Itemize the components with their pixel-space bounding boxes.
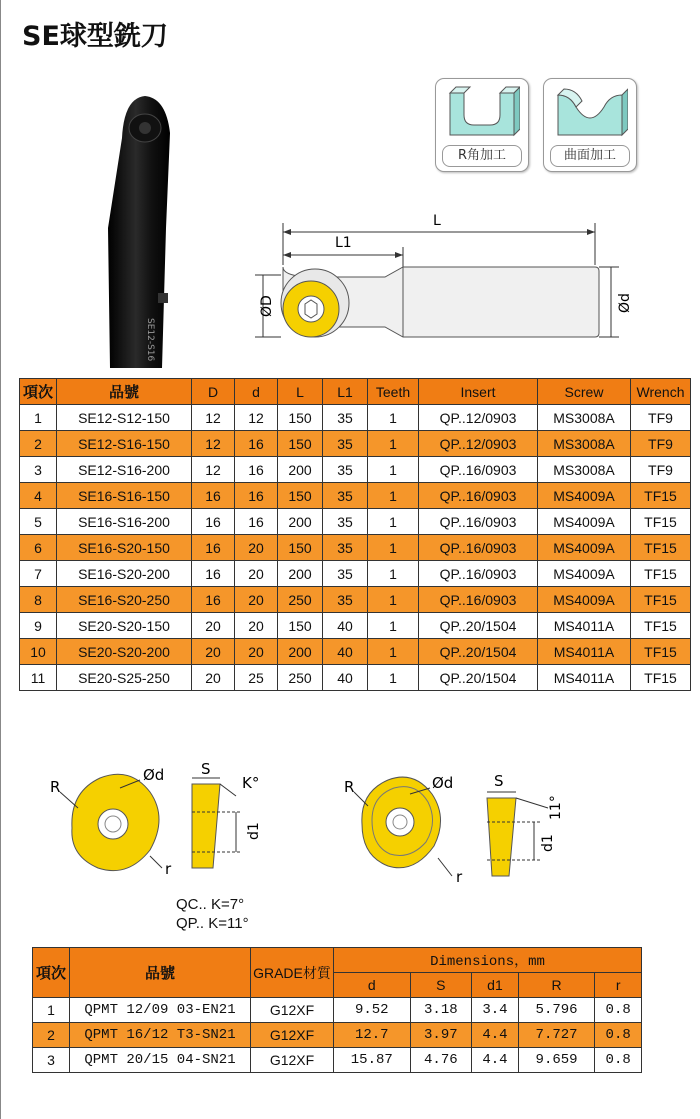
table-cell: MS3008A <box>538 405 631 431</box>
table-cell: 7.727 <box>518 1023 595 1048</box>
table-cell: 16 <box>192 561 235 587</box>
table-cell: SE16-S20-150 <box>57 535 192 561</box>
table-cell: 4.4 <box>472 1023 519 1048</box>
table-cell: 40 <box>323 613 368 639</box>
table-cell: 5 <box>20 509 57 535</box>
table-cell: 35 <box>323 405 368 431</box>
table-row <box>20 457 691 483</box>
right-d-label: Ød <box>432 774 454 792</box>
table-cell: TF15 <box>631 639 691 665</box>
table-cell: 12 <box>192 457 235 483</box>
table-cell: TF9 <box>631 405 691 431</box>
table-cell: 20 <box>235 639 278 665</box>
table-cell: 0.8 <box>595 998 642 1023</box>
table-row <box>20 665 691 691</box>
table-cell: 40 <box>323 665 368 691</box>
table-cell: TF15 <box>631 509 691 535</box>
table-cell: 0.8 <box>595 1048 642 1073</box>
table-cell: 12 <box>235 405 278 431</box>
table-cell: 1 <box>368 405 419 431</box>
table-cell: 4 <box>20 483 57 509</box>
col-header: 品號 <box>57 379 192 405</box>
table-cell: QP..12/0903 <box>419 431 538 457</box>
table-cell: 3.4 <box>472 998 519 1023</box>
table-cell: SE16-S20-250 <box>57 587 192 613</box>
table-row <box>33 1048 642 1073</box>
table-cell: 150 <box>278 613 323 639</box>
table-cell: 20 <box>235 587 278 613</box>
table-cell: QP..16/0903 <box>419 509 538 535</box>
table-cell: QPMT 20/15 04-SN21 <box>70 1048 251 1073</box>
table-cell: QP..16/0903 <box>419 483 538 509</box>
table-cell: QP..20/1504 <box>419 639 538 665</box>
table-cell: 16 <box>235 457 278 483</box>
table-row <box>20 535 691 561</box>
table-cell: QP..16/0903 <box>419 535 538 561</box>
k-angle-note: QP.. K=11° <box>176 915 249 932</box>
table-row <box>33 998 642 1023</box>
col-header: r <box>595 973 642 998</box>
table-cell: 3 <box>20 457 57 483</box>
col-header: L1 <box>323 379 368 405</box>
table-cell: 4.76 <box>410 1048 472 1073</box>
table-row <box>20 587 691 613</box>
left-S-label: S <box>201 760 211 778</box>
table-cell: 4.4 <box>472 1048 519 1073</box>
table-cell: TF15 <box>631 613 691 639</box>
col-header: Insert <box>419 379 538 405</box>
table-row <box>20 613 691 639</box>
table-cell: 200 <box>278 639 323 665</box>
table-cell: MS4011A <box>538 639 631 665</box>
spec-header-row <box>20 379 691 405</box>
k-angle-note: QC.. K=7° <box>176 896 245 913</box>
right-S-label: S <box>494 772 504 790</box>
table-cell: SE12-S16-200 <box>57 457 192 483</box>
table-cell: 1 <box>368 561 419 587</box>
table-cell: TF15 <box>631 665 691 691</box>
table-row <box>20 431 691 457</box>
svg-text:SE12-S16: SE12-S16 <box>145 318 155 362</box>
spec-table <box>19 378 691 691</box>
table-cell: QP..16/0903 <box>419 457 538 483</box>
table-cell: MS4009A <box>538 561 631 587</box>
table-cell: 9.659 <box>518 1048 595 1073</box>
left-R-label: R <box>50 778 61 796</box>
table-cell: 40 <box>323 639 368 665</box>
table-cell: 1 <box>33 998 70 1023</box>
table-cell: MS4009A <box>538 587 631 613</box>
table-cell: 9 <box>20 613 57 639</box>
col-header: R <box>518 973 595 998</box>
table-row <box>20 483 691 509</box>
table-cell: QP..12/0903 <box>419 405 538 431</box>
table-cell: 12 <box>192 405 235 431</box>
table-cell: 8 <box>20 587 57 613</box>
col-header: GRADE材質 <box>251 948 334 998</box>
col-header: Dimensions，mm <box>334 948 642 973</box>
right-r-label: r <box>456 868 463 886</box>
table-cell: QP..20/1504 <box>419 613 538 639</box>
table-cell: 12 <box>192 431 235 457</box>
dim-L-label: L <box>433 213 441 229</box>
table-row <box>20 405 691 431</box>
table-cell: 6 <box>20 535 57 561</box>
badge-r-corner <box>435 78 529 172</box>
table-cell: TF15 <box>631 561 691 587</box>
dim-D-label: ØD <box>259 295 275 317</box>
table-row <box>20 509 691 535</box>
table-cell: 16 <box>192 509 235 535</box>
page-title: SE球型銑刀 <box>22 21 168 52</box>
left-d1-label: d1 <box>246 822 262 840</box>
col-header: Screw <box>538 379 631 405</box>
table-cell: 7 <box>20 561 57 587</box>
table-cell: 1 <box>368 509 419 535</box>
table-cell: QPMT 12/09 03-EN21 <box>70 998 251 1023</box>
table-cell: 16 <box>192 535 235 561</box>
left-border-line <box>0 0 1 1119</box>
table-cell: G12XF <box>251 1048 334 1073</box>
table-cell: 1 <box>368 535 419 561</box>
table-cell: 10 <box>20 639 57 665</box>
col-header: 項次 <box>20 379 57 405</box>
dim-L1-label: L1 <box>335 235 352 251</box>
table-cell: 200 <box>278 509 323 535</box>
badge-label: 曲面加工 <box>550 145 630 167</box>
table-cell: 25 <box>235 665 278 691</box>
table-cell: MS4011A <box>538 613 631 639</box>
table-cell: TF9 <box>631 431 691 457</box>
col-header: Teeth <box>368 379 419 405</box>
table-cell: 1 <box>368 457 419 483</box>
table-cell: 150 <box>278 405 323 431</box>
tool-photo <box>100 88 180 368</box>
col-header: 項次 <box>33 948 70 998</box>
table-cell: SE12-S12-150 <box>57 405 192 431</box>
col-header: S <box>410 973 472 998</box>
table-cell: G12XF <box>251 1023 334 1048</box>
table-cell: TF9 <box>631 457 691 483</box>
table-cell: 20 <box>235 613 278 639</box>
left-K-label: K° <box>242 774 260 792</box>
col-header: d1 <box>472 973 519 998</box>
table-cell: TF15 <box>631 483 691 509</box>
table-cell: 35 <box>323 457 368 483</box>
table-cell: SE20-S20-150 <box>57 613 192 639</box>
table-cell: 1 <box>368 639 419 665</box>
table-cell: 0.8 <box>595 1023 642 1048</box>
table-cell: 20 <box>192 665 235 691</box>
badge-surface <box>543 78 637 172</box>
col-header: D <box>192 379 235 405</box>
table-cell: TF15 <box>631 535 691 561</box>
table-cell: 3.97 <box>410 1023 472 1048</box>
col-header: Wrench <box>631 379 691 405</box>
table-cell: 150 <box>278 483 323 509</box>
table-cell: 1 <box>20 405 57 431</box>
table-cell: G12XF <box>251 998 334 1023</box>
grade-header-row <box>33 948 642 973</box>
table-cell: 9.52 <box>334 998 411 1023</box>
table-cell: 200 <box>278 561 323 587</box>
table-cell: 35 <box>323 509 368 535</box>
table-cell: SE16-S20-200 <box>57 561 192 587</box>
table-cell: 16 <box>235 509 278 535</box>
table-cell: QP..20/1504 <box>419 665 538 691</box>
right-d1-label: d1 <box>540 834 556 852</box>
table-cell: 16 <box>192 483 235 509</box>
table-cell: MS3008A <box>538 457 631 483</box>
table-cell: MS4009A <box>538 535 631 561</box>
table-cell: QP..16/0903 <box>419 561 538 587</box>
table-cell: QP..16/0903 <box>419 587 538 613</box>
table-cell: 35 <box>323 587 368 613</box>
table-row <box>20 639 691 665</box>
table-cell: 12.7 <box>334 1023 411 1048</box>
table-cell: 1 <box>368 613 419 639</box>
table-cell: 3.18 <box>410 998 472 1023</box>
table-cell: MS3008A <box>538 431 631 457</box>
table-cell: 150 <box>278 431 323 457</box>
left-d-label: Ød <box>143 766 165 784</box>
tool-drawing <box>235 205 645 355</box>
table-cell: SE16-S16-150 <box>57 483 192 509</box>
table-cell: 1 <box>368 431 419 457</box>
table-row <box>20 561 691 587</box>
table-cell: 200 <box>278 457 323 483</box>
table-cell: 20 <box>192 639 235 665</box>
table-cell: SE16-S16-200 <box>57 509 192 535</box>
table-cell: 35 <box>323 483 368 509</box>
table-cell: 15.87 <box>334 1048 411 1073</box>
table-cell: MS4009A <box>538 509 631 535</box>
table-cell: TF15 <box>631 587 691 613</box>
col-header: 品號 <box>70 948 251 998</box>
grade-table <box>32 947 642 1073</box>
r-corner-icon <box>444 85 520 145</box>
table-cell: SE20-S20-200 <box>57 639 192 665</box>
curved-surface-icon <box>552 85 628 145</box>
right-R-label: R <box>344 778 355 796</box>
right-angle-label: 11° <box>548 795 564 820</box>
table-cell: 35 <box>323 561 368 587</box>
badge-label: R角加工 <box>442 145 522 167</box>
table-cell: 35 <box>323 535 368 561</box>
table-cell: 11 <box>20 665 57 691</box>
table-cell: 250 <box>278 587 323 613</box>
table-cell: 150 <box>278 535 323 561</box>
table-cell: SE20-S25-250 <box>57 665 192 691</box>
table-cell: 1 <box>368 483 419 509</box>
table-cell: 16 <box>192 587 235 613</box>
table-cell: MS4009A <box>538 483 631 509</box>
table-row <box>33 1023 642 1048</box>
table-cell: QPMT 16/12 T3-SN21 <box>70 1023 251 1048</box>
table-cell: SE12-S16-150 <box>57 431 192 457</box>
insert-drawings <box>0 700 700 940</box>
table-cell: 2 <box>20 431 57 457</box>
table-cell: 16 <box>235 431 278 457</box>
table-cell: 20 <box>235 561 278 587</box>
table-cell: 3 <box>33 1048 70 1073</box>
left-r-label: r <box>165 860 172 878</box>
table-cell: 5.796 <box>518 998 595 1023</box>
col-header: d <box>235 379 278 405</box>
table-cell: 20 <box>192 613 235 639</box>
table-cell: MS4011A <box>538 665 631 691</box>
table-cell: 20 <box>235 535 278 561</box>
col-header: d <box>334 973 411 998</box>
table-cell: 1 <box>368 587 419 613</box>
table-cell: 35 <box>323 431 368 457</box>
col-header: L <box>278 379 323 405</box>
table-cell: 2 <box>33 1023 70 1048</box>
table-cell: 250 <box>278 665 323 691</box>
dim-d-label: Ød <box>617 293 633 313</box>
table-cell: 1 <box>368 665 419 691</box>
table-cell: 16 <box>235 483 278 509</box>
